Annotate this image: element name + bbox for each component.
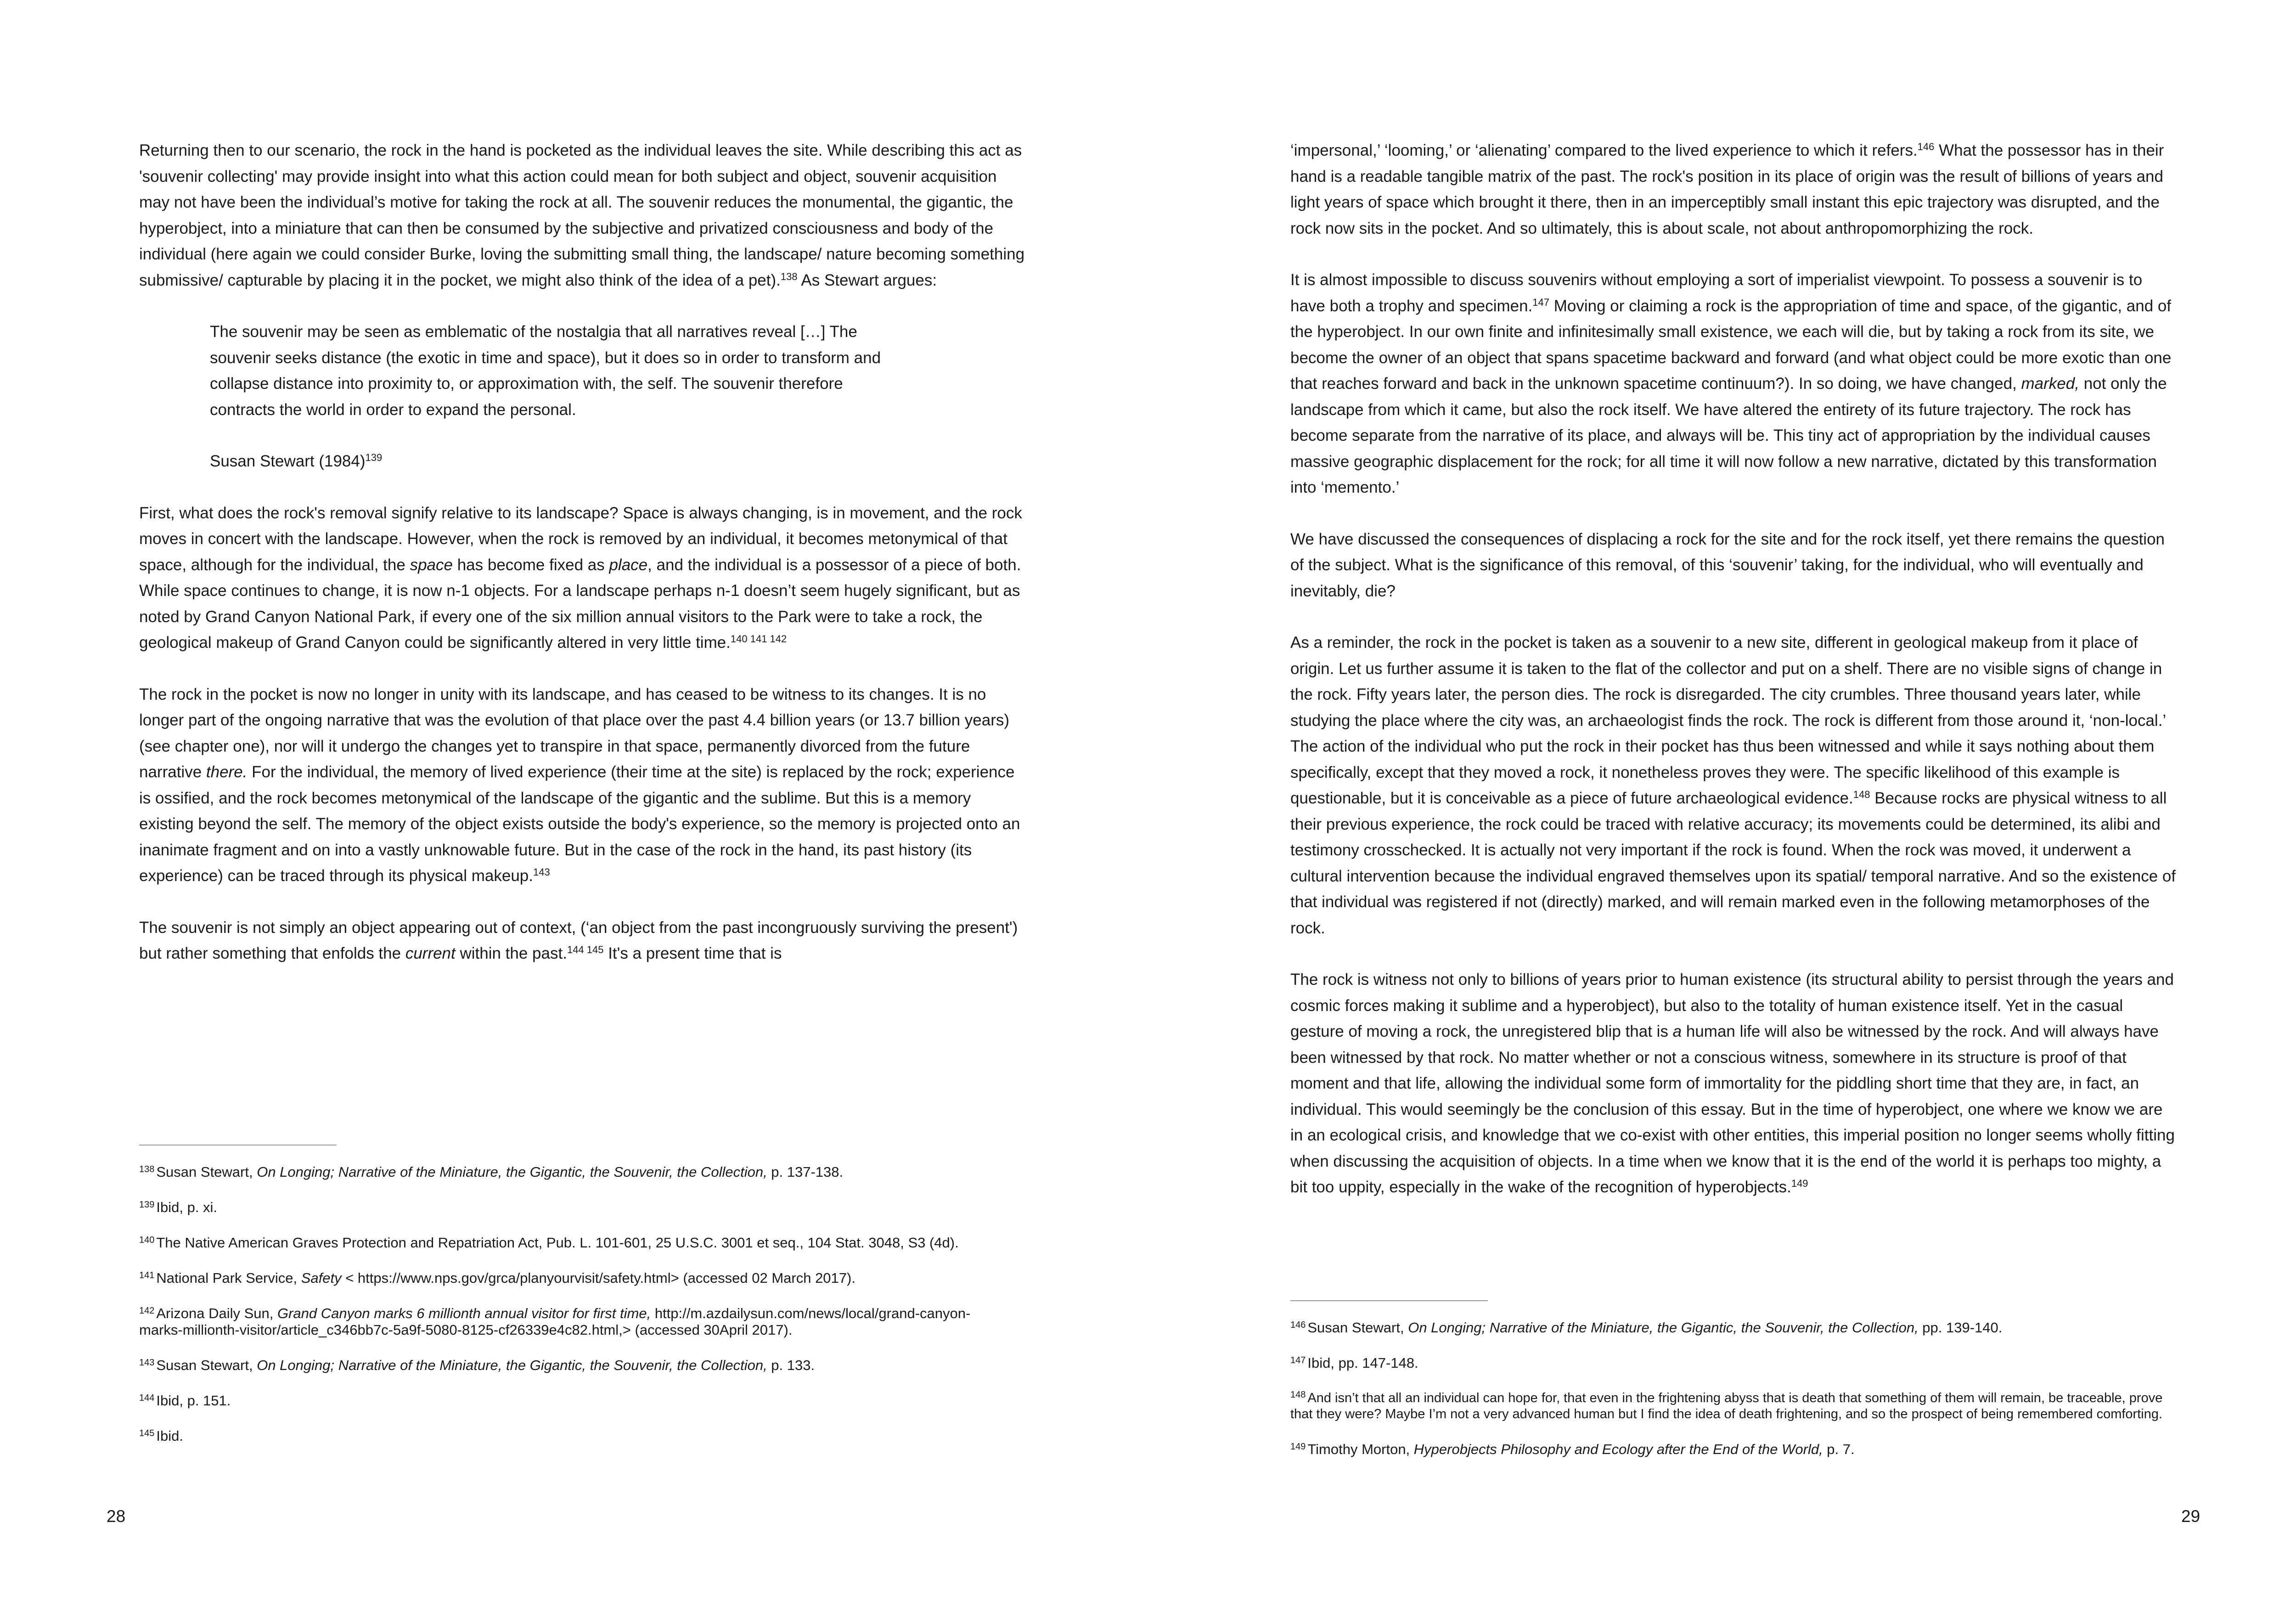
- quote-attribution: [210, 449, 899, 475]
- footnote-ref[interactable]: 148: [1853, 789, 1870, 800]
- footnote-140: [139, 1235, 1012, 1251]
- text-run: within the past.: [455, 944, 567, 962]
- footnote-link-text[interactable]: < https://www.nps.gov/grca/planyourvisit/safety.html> (accessed 02 March 2017).: [341, 1270, 855, 1286]
- footnote-text: p. 133.: [767, 1357, 815, 1373]
- footnote-146: [1290, 1320, 2163, 1336]
- footnote-text: Ibid, pp. 147-148.: [1307, 1355, 1418, 1371]
- footnote-italic: Safety: [301, 1270, 342, 1286]
- right-paragraph-2: [1290, 267, 2178, 501]
- right-paragraph-5: [1290, 967, 2178, 1201]
- footnote-text: Susan Stewart,: [156, 1357, 257, 1373]
- footnote-text: Susan Stewart,: [156, 1164, 257, 1180]
- footnote-139: [139, 1199, 1012, 1216]
- footnote-147: [1290, 1355, 2163, 1371]
- text-run: First, what does the rock's removal signify relative to its landscape? Space is always changing, is in movement, and the rock moves in concert with the landscape. However, when the rock is removed by an individual, it becomes metonymical of that space, although for the individual, the: [139, 504, 1022, 574]
- italic-text: a: [1672, 1022, 1682, 1040]
- right-paragraph-3: [1290, 527, 2178, 605]
- left-paragraph-1: [139, 138, 1025, 293]
- footnote-number: 140: [139, 1235, 155, 1245]
- footnote-italic: On Longing; Narrative of the Miniature, the Gigantic, the Souvenir, the Collection,: [257, 1357, 767, 1373]
- text-run: For the individual, the memory of lived experience (their time at the site) is replaced by the rock; experience is ossified, and the rock becomes metonymical of the landscape of the gigantic and the sublime. But this is a memory existing beyond the self. The memory of the object exists outside the body's experience, so the memory is projected onto an inanimate fragment and on into a vastly unknowable future. But in the case of the rock in the hand, its past history (its experience) can be traced through its physical makeup.: [139, 763, 1020, 885]
- right-paragraph-1: [1290, 138, 2178, 241]
- footnote-number: 148: [1290, 1390, 1306, 1400]
- italic-text: current: [405, 944, 456, 962]
- footnote-text: Timothy Morton,: [1307, 1441, 1414, 1457]
- left-paragraph-3: [139, 682, 1025, 889]
- left-paragraph-4: [139, 915, 1025, 967]
- footnote-number: 145: [139, 1428, 155, 1438]
- footnote-text: p. 7.: [1823, 1441, 1855, 1457]
- footnote-ref[interactable]: 147: [1532, 296, 1550, 308]
- text-run: Susan Stewart (1984): [210, 452, 366, 470]
- footnote-138: [139, 1164, 1012, 1180]
- footnote-italic: Grand Canyon marks 6 millionth annual visitor for first time,: [277, 1305, 651, 1321]
- footnote-ref[interactable]: 146: [1917, 141, 1935, 152]
- footnote-link-text[interactable]: http://m.azdailysun.com/news/local/grand-canyon-marks-millionth-visitor/article_c346bb7c-5a9f-5080-8125-cf26339e4c82.html,> (accessed 30April 2017).: [139, 1305, 971, 1338]
- text-run: Moving or claiming a rock is the appropriation of time and space, of the gigantic, and of the hyperobject. In our own finite and infinitesimally small existence, we each will die, but by taking a rock from its site, we become the owner of an object that spans spacetime backward and forward (and what object could be more exotic than one that reaches forward and back in the unknown spacetime continuum?). In so doing, we have changed,: [1290, 297, 2172, 393]
- footnote-italic: On Longing; Narrative of the Miniature, the Gigantic, the Souvenir, the Collection,: [257, 1164, 767, 1180]
- italic-text: marked,: [2021, 375, 2079, 393]
- footnote-142: [139, 1305, 1012, 1338]
- footnote-text: Susan Stewart,: [1307, 1320, 1408, 1336]
- left-paragraph-2: [139, 500, 1025, 656]
- right-paragraph-4: [1290, 630, 2178, 941]
- text-run: As a reminder, the rock in the pocket is taken as a souvenir to a new site, different in geological makeup from it place of origin. Let us further assume it is taken to the flat of the collector and put on a shelf. There are no visible signs of change in the rock. Fifty years later, the person dies. The rock is disregarded. The city crumbles. Three thousand years later, while studying the place where the city was, an archaeologist finds the rock. The rock is different from those around it, ‘non-local.’ The action of the individual who put the rock in their pocket has thus been witnessed and while it says nothing about them specifically, except that they moved a rock, it nonetheless proves they were. The specific likelihood of this example is questionable, but it is conceivable as a piece of future archaeological evidence.: [1290, 634, 2166, 807]
- footnote-italic: On Longing; Narrative of the Miniature, the Gigantic, the Souvenir, the Collection,: [1408, 1320, 1919, 1336]
- footnote-number: 142: [139, 1306, 155, 1316]
- text-run: It is almost impossible to discuss souvenirs without employing a sort of imperialist viewpoint. To possess a souvenir is to have both a trophy and specimen.: [1290, 271, 2143, 315]
- footnote-ref[interactable]: 149: [1791, 1178, 1808, 1189]
- text-run: What the possessor has in their hand is a readable tangible matrix of the past. The rock's position in its place of origin was the result of billions of years and light years of space which brought it there, then in an imperceptibly small instant this epic trajectory was disrupted, and the rock now sits in the pocket. And so ultimately, this is about scale, not about anthropomorphizing the rock.: [1290, 141, 2164, 237]
- footnote-145: [139, 1428, 1012, 1444]
- footnote-141: [139, 1270, 1012, 1286]
- footnote-149: [1290, 1441, 2163, 1458]
- right-body-text: [1290, 138, 2178, 1226]
- text-run: has become fixed as: [452, 556, 609, 574]
- text-run: The rock in the pocket is now no longer in unity with its landscape, and has ceased to be witness to its changes. It is no longer part of the ongoing narrative that was the evolution of that place over the past 4.4 billion years (or 13.7 billion years) (see chapter one), nor will it undergo the changes yet to transpire in that space, permanently divorced from the future narrative: [139, 685, 1010, 781]
- footnote-number: 147: [1290, 1355, 1306, 1365]
- footnote-text: And isn’t that all an individual can hope for, that even in the frightening abyss that is death that something of them will remain, be traceable, prove that they were? Maybe I’m not a very advanced human but I find the idea of death frightening, and so the prospect of being remembered comforting.: [1290, 1391, 2163, 1421]
- text-run: As Stewart argues:: [797, 271, 937, 289]
- quote-text: The souvenir may be seen as emblematic of the nostalgia that all narratives reveal […] The souvenir seeks distance (the exotic in time and space), but it does so in order to transform and collapse distance into proximity to, or approximation with, the self. The souvenir therefore contracts the world in order to expand the personal.: [210, 323, 881, 419]
- footnote-ref[interactable]: 140 141 142: [730, 633, 787, 645]
- footnote-148: [1290, 1390, 2163, 1422]
- text-run: The souvenir is not simply an object appearing out of context, (‘an object from the past incongruously surviving the present') but rather something that enfolds the: [139, 918, 1018, 962]
- footnote-text: Ibid, p. xi.: [156, 1199, 218, 1215]
- footnote-number: 143: [139, 1358, 155, 1368]
- footnote-italic: Hyperobjects Philosophy and Ecology after the End of the World,: [1413, 1441, 1823, 1457]
- right-footnotes: [1290, 1300, 2163, 1477]
- footnote-number: 146: [1290, 1320, 1306, 1330]
- footnote-text: The Native American Graves Protection and Repatriation Act, Pub. L. 101-601, 25 U.S.C. 3001 et seq., 104 Stat. 3048, S3 (4d).: [156, 1235, 959, 1251]
- footnote-number: 138: [139, 1164, 155, 1174]
- footnote-text: p. 137-138.: [767, 1164, 844, 1180]
- text-run: It's a present time that is: [603, 944, 782, 962]
- block-quote: [210, 319, 899, 475]
- footnote-text: pp. 139-140.: [1918, 1320, 2003, 1336]
- left-body-text: [139, 138, 1025, 993]
- footnote-text: Ibid.: [156, 1428, 183, 1444]
- footnote-text: Arizona Daily Sun,: [156, 1305, 277, 1321]
- text-run: human life will also be witnessed by the rock. And will always have been witnessed by that rock. No matter whether or not a conscious witness, somewhere in its structure is proof of that moment and that life, allowing the individual some form of immortality for the piddling short time that they are, in fact, an individual. This would seemingly be the conclusion of this essay. But in the time of hyperobject, one where we know we are in an ecological crisis, and knowledge that we co-exist with other entities, this imperial position no longer seems wholly fitting when discussing the acquisition of objects. In a time when we know that it is the end of the world it is perhaps too mighty, a bit too uppity, especially in the wake of the recognition of hyperobjects.: [1290, 1022, 2175, 1196]
- text-run: ‘impersonal,’ ‘looming,’ or ‘alienating’ compared to the lived experience to which it refers.: [1290, 141, 1918, 159]
- footnote-text: Ibid, p. 151.: [156, 1393, 231, 1409]
- footnote-ref[interactable]: 138: [780, 270, 798, 282]
- text-run: The rock is witness not only to billions of years prior to human existence (its structural ability to persist through the years and cosmic forces making it sublime and a hyperobject), but also to the totality of human existence itself. Yet in the casual gesture of moving a rock, the unregistered blip that is: [1290, 971, 2174, 1040]
- footnote-divider: [139, 1145, 337, 1146]
- page-number-right: 29: [2181, 1507, 2200, 1526]
- footnote-ref[interactable]: 139: [365, 452, 383, 463]
- italic-text: there.: [206, 763, 248, 781]
- right-page: [1148, 0, 2296, 1623]
- footnote-ref[interactable]: 144 145: [567, 944, 604, 955]
- footnote-number: 149: [1290, 1442, 1306, 1452]
- page-number-left: 28: [107, 1507, 126, 1526]
- footnote-divider: [1290, 1300, 1488, 1301]
- text-run: Returning then to our scenario, the rock in the hand is pocketed as the individual leaves the site. While describing this act as 'souvenir collecting' may provide insight into what this action could mean for both subject and object, souvenir acquisition may not have been the individual’s motive for taking the rock at all. The souvenir reduces the monumental, the gigantic, the hyperobject, into a miniature that can then be consumed by the subjective and privatized consciousness and body of the individual (here again we could consider Burke, loving the submitting small thing, the landscape/ nature becoming something submissive/ capturable by placing it in the pocket, we might also think of the idea of a pet).: [139, 141, 1025, 289]
- footnote-number: 141: [139, 1270, 155, 1280]
- footnote-text: National Park Service,: [156, 1270, 301, 1286]
- text-run: Because rocks are physical witness to all their previous experience, the rock could be traced with relative accuracy; its movements could be determined, its alibi and testimony crosschecked. It is actually not very important if the rock is found. When the rock was moved, it underwent a cultural intervention because the individual engraved themselves upon its spatial/ temporal narrative. And so the existence of that individual was registered if not (directly) marked, and will remain marked even in the following metamorphoses of the rock.: [1290, 789, 2176, 937]
- footnote-ref[interactable]: 143: [533, 866, 550, 878]
- footnote-143: [139, 1357, 1012, 1374]
- footnote-number: 144: [139, 1393, 155, 1403]
- italic-text: place: [609, 556, 648, 574]
- text-run: not only the landscape from which it came, but also the rock itself. We have altered the entirety of its future trajectory. The rock has become separate from the narrative of its place, and always will be. This tiny act of appropriation by the individual causes massive geographic displacement for the rock; for all time it will now follow a new narrative, dictated by this transformation into ‘memento.’: [1290, 375, 2167, 496]
- text-run: , and the individual is a possessor of a piece of both. While space continues to change, it is now n-1 objects. For a landscape perhaps n-1 doesn’t seem hugely significant, but as noted by Grand Canyon National Park, if every one of the six million annual visitors to the Park were to take a rock, the geological makeup of Grand Canyon could be significantly altered in very little time.: [139, 556, 1021, 651]
- footnote-number: 139: [139, 1200, 155, 1210]
- italic-text: space: [410, 556, 453, 574]
- left-footnotes: [139, 1145, 1012, 1463]
- footnote-144: [139, 1393, 1012, 1409]
- text-run: We have discussed the consequences of displacing a rock for the site and for the rock itself, yet there remains the question of the subject. What is the significance of this removal, of this ‘souvenir’ taking, for the individual, who will eventually and inevitably, die?: [1290, 530, 2165, 600]
